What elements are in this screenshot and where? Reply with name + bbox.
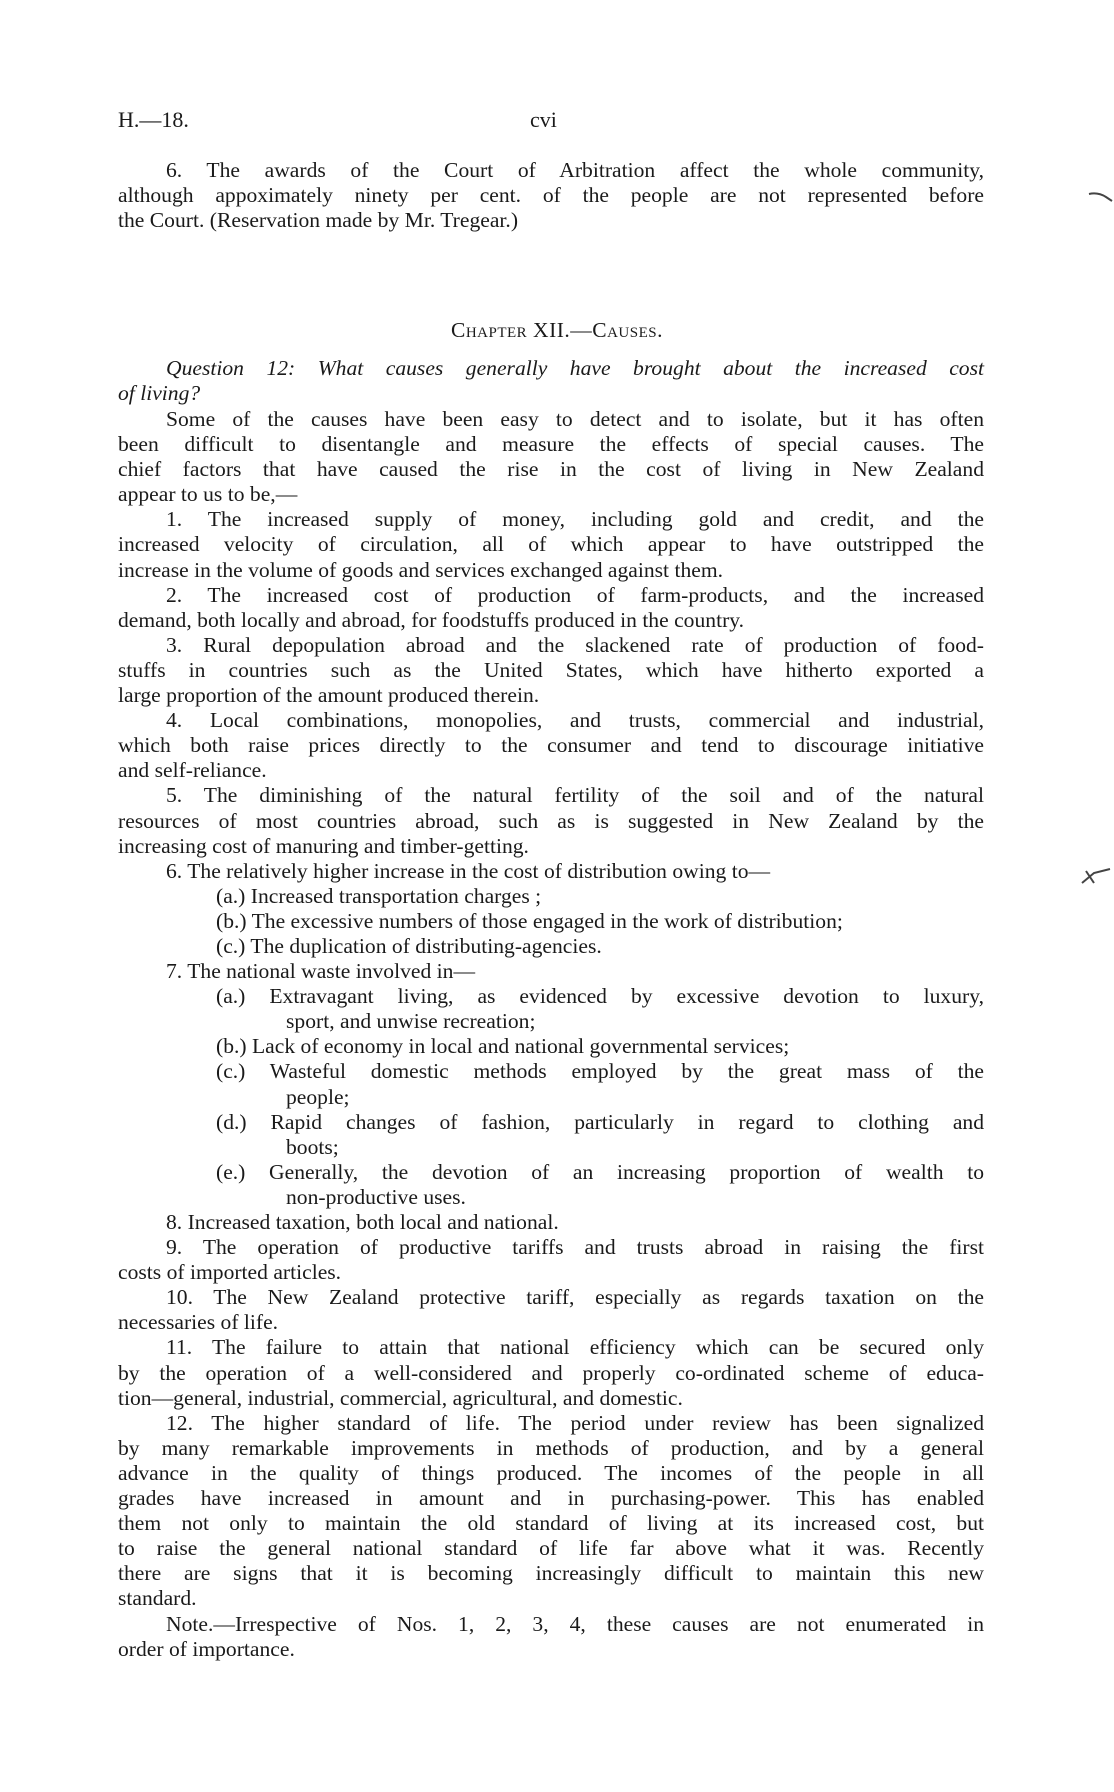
text-line: grades have increased in amount and in purchasing-power. This has enabled <box>118 1486 984 1511</box>
text-line: increased velocity of circulation, all of which appear to have outstripped the <box>118 532 984 557</box>
text-line: boots; <box>286 1134 339 1159</box>
sub-item: (a.) Extravagant living, as evidenced by excessive devotion to luxury, <box>216 984 984 1009</box>
cause-item: 10. The New Zealand protective tariff, especially as regards taxation on the <box>166 1285 984 1310</box>
sub-item: (b.) Lack of economy in local and national governmental services; <box>216 1034 790 1059</box>
text-line: non-productive uses. <box>286 1184 466 1209</box>
sub-item: (b.) The excessive numbers of those engaged in the work of distribution; <box>216 908 843 933</box>
text-line: although appoximately ninety per cent. of the people are not represented before <box>118 183 984 208</box>
cause-item: 11. The failure to attain that national efficiency which can be secured only <box>166 1335 984 1360</box>
question-line: Question 12: What causes generally have brought about the increased cost <box>166 356 984 380</box>
page-header-ref: H.—18. <box>118 107 189 132</box>
text-line: resources of most countries abroad, such as is suggested in New Zealand by the <box>118 808 984 833</box>
cause-item: 8. Increased taxation, both local and national. <box>166 1210 559 1234</box>
margin-mark-icon <box>1088 190 1114 204</box>
sub-item: (d.) Rapid changes of fashion, particularly in regard to clothing and <box>216 1109 984 1134</box>
text-line: there are signs that it is becoming increasingly difficult to maintain this new <box>118 1561 984 1586</box>
text-line: large proportion of the amount produced therein. <box>118 683 540 708</box>
question-paragraph <box>118 356 984 406</box>
margin-mark-icon <box>1080 865 1114 889</box>
page-number: cvi <box>530 107 557 132</box>
text-line: the Court. (Reservation made by Mr. Tregear.) <box>118 208 519 233</box>
text-line: and self-reliance. <box>118 758 267 783</box>
intro-paragraph <box>118 158 984 233</box>
text-line: increase in the volume of goods and services exchanged against them. <box>118 557 724 582</box>
text-line: which both raise prices directly to the consumer and tend to discourage initiative <box>118 733 984 758</box>
cause-item: 2. The increased cost of production of farm-products, and the increased <box>166 582 984 607</box>
text-line: Some of the causes have been easy to detect and to isolate, but it has often <box>166 407 984 431</box>
cause-item: 1. The increased supply of money, including gold and credit, and the <box>166 507 984 532</box>
text-line: increasing cost of manuring and timber-getting. <box>118 833 529 858</box>
text-line: tion—general, industrial, commercial, agricultural, and domestic. <box>118 1385 683 1410</box>
cause-item: 3. Rural depopulation abroad and the slackened rate of production of food- <box>166 632 984 657</box>
text-line: 6. The awards of the Court of Arbitration affect the whole community, <box>166 158 984 182</box>
cause-item: 6. The relatively higher increase in the cost of distribution owing to— <box>166 858 771 883</box>
text-line: been difficult to disentangle and measure the effects of special causes. The <box>118 432 984 457</box>
text-line: stuffs in countries such as the United States, which have hitherto exported a <box>118 657 984 682</box>
sub-item: (e.) Generally, the devotion of an increasing proportion of wealth to <box>216 1159 984 1184</box>
causes-body <box>118 407 984 1662</box>
sub-item: (c.) The duplication of distributing-agencies. <box>216 933 602 958</box>
text-line: demand, both locally and abroad, for foodstuffs produced in the country. <box>118 607 745 632</box>
text-line: advance in the quality of things produced. The incomes of the people in all <box>118 1460 984 1485</box>
text-line: chief factors that have caused the rise in the cost of living in New Zealand <box>118 457 984 482</box>
cause-item: 7. The national waste involved in— <box>166 959 476 984</box>
text-line: necessaries of life. <box>118 1310 279 1335</box>
text-line: by many remarkable improvements in methods of production, and by a general <box>118 1435 984 1460</box>
sub-item: (c.) Wasteful domestic methods employed by the great mass of the <box>216 1059 984 1084</box>
text-line: them not only to maintain the old standard of living at its increased cost, but <box>118 1511 984 1536</box>
cause-item: 9. The operation of productive tariffs and trusts abroad in raising the first <box>166 1235 984 1260</box>
sub-item: (a.) Increased transportation charges ; <box>216 883 542 908</box>
text-line: costs of imported articles. <box>118 1260 342 1285</box>
text-line: standard. <box>118 1586 197 1611</box>
text-line: by the operation of a well-considered and properly co-ordinated scheme of educa- <box>118 1360 984 1385</box>
cause-item: 4. Local combinations, monopolies, and trusts, commercial and industrial, <box>166 708 984 733</box>
text-line: order of importance. <box>118 1636 295 1661</box>
cause-item: 5. The diminishing of the natural fertility of the soil and of the natural <box>166 783 984 808</box>
text-line: sport, and unwise recreation; <box>286 1009 536 1034</box>
text-line: people; <box>286 1084 350 1109</box>
note-line: Note.—Irrespective of Nos. 1, 2, 3, 4, these causes are not enumerated in <box>166 1611 984 1636</box>
cause-item: 12. The higher standard of life. The period under review has been signalized <box>166 1410 984 1435</box>
text-line: appear to us to be,— <box>118 482 298 507</box>
question-line: of living? <box>118 381 201 406</box>
chapter-title: Chapter XII.—Causes. <box>450 318 663 342</box>
text-line: to raise the general national standard of life far above what it was. Recently <box>118 1536 984 1561</box>
